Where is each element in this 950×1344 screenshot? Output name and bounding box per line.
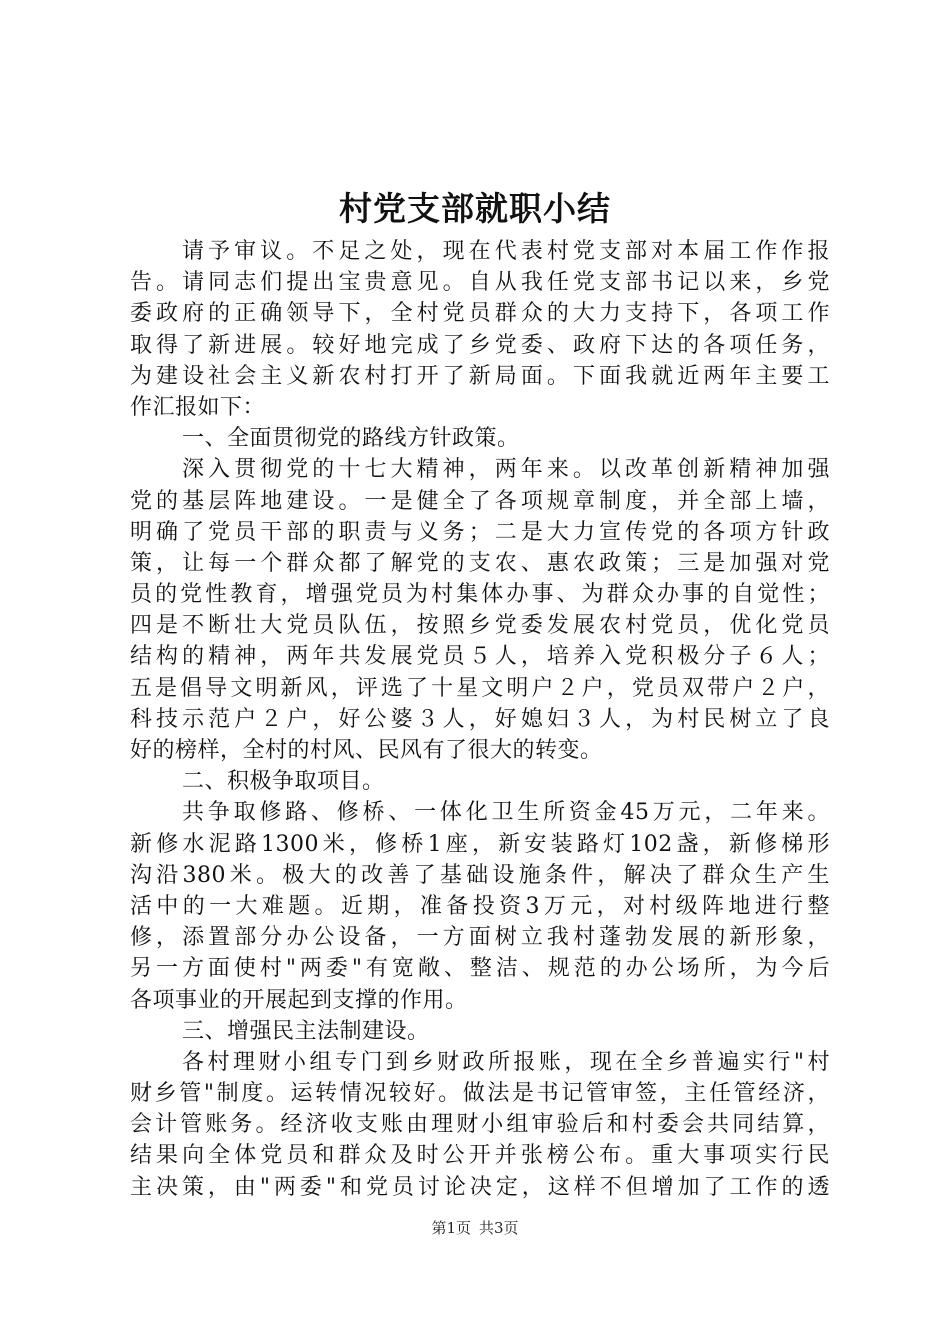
page-count: 共3页 bbox=[479, 1219, 519, 1237]
text-line: 党的基层阵地建设。一是健全了各项规章制度，并全部上墙， bbox=[130, 488, 830, 514]
text-line: 请予审议。不足之处，现在代表村党支部对本届工作作报 bbox=[182, 239, 830, 264]
text-line: 科技示范户２户，好公婆３人，好媳妇３人，为村民树立了良 bbox=[130, 706, 830, 732]
text-line: 深入贯彻党的十七大精神，两年来。以改革创新精神加强 bbox=[182, 457, 830, 483]
text-line: 五是倡导文明新风，评选了十星文明户２户，党员双带户２户， bbox=[130, 675, 830, 701]
text-line: 结果向全体党员和群众及时公开并张榜公布。重大事项实行民 bbox=[130, 1143, 830, 1169]
text-line: 告。请同志们提出宝贵意见。自从我任党支部书记以来，乡党 bbox=[130, 270, 830, 296]
section-heading: 二、积极争取项目。 bbox=[182, 769, 385, 795]
document-body bbox=[130, 236, 830, 1203]
text-line: 各项事业的开展起到支撑的作用。 bbox=[130, 987, 468, 1013]
text-line: 作汇报如下： bbox=[130, 394, 266, 420]
section-heading: 三、增强民主法制建设。 bbox=[182, 1018, 430, 1044]
text-line: 修，添置部分办公设备，一方面树立我村蓬勃发展的新形象， bbox=[130, 925, 830, 951]
text-line: 活中的一大难题。近期，准备投资3万元，对村级阵地进行整 bbox=[130, 893, 830, 919]
text-line: 员的党性教育，增强党员为村集体办事、为群众办事的自觉性； bbox=[130, 582, 830, 608]
text-line: 另一方面使村"两委"有宽敞、整洁、规范的办公场所，为今后 bbox=[130, 956, 830, 982]
text-line: 策，让每一个群众都了解党的支农、惠农政策；三是加强对党 bbox=[130, 550, 830, 576]
text-line: 共争取修路、修桥、一体化卫生所资金45万元，二年来。 bbox=[182, 800, 830, 826]
text-line: 结构的精神，两年共发展党员５人，培养入党积极分子６人； bbox=[130, 644, 830, 670]
text-line: 沟沿380米。极大的改善了基础设施条件，解决了群众生产生 bbox=[130, 862, 830, 888]
text-line: 取得了新进展。较好地完成了乡党委、政府下达的各项任务， bbox=[130, 332, 830, 358]
text-line: 委政府的正确领导下，全村党员群众的大力支持下，各项工作 bbox=[130, 301, 830, 327]
page-number: 第1页 bbox=[431, 1219, 471, 1237]
text-line: 财乡管"制度。运转情况较好。做法是书记管审签，主任管经济， bbox=[130, 1081, 830, 1107]
text-line: 新修水泥路1300米，修桥1座，新安装路灯102盏，新修梯形 bbox=[130, 831, 830, 857]
section-heading: 一、全面贯彻党的路线方针政策。 bbox=[182, 426, 520, 452]
text-line: 明确了党员干部的职责与义务；二是大力宣传党的各项方针政 bbox=[130, 519, 830, 545]
text-line: 为建设社会主义新农村打开了新局面。下面我就近两年主要工 bbox=[130, 363, 830, 389]
text-line: 会计管账务。经济收支账由理财小组审验后和村委会共同结算， bbox=[130, 1112, 830, 1138]
text-line: 各村理财小组专门到乡财政所报账，现在全乡普遍实行"村 bbox=[182, 1049, 830, 1075]
text-line: 四是不断壮大党员队伍，按照乡党委发展农村党员，优化党员 bbox=[130, 613, 830, 639]
text-line: 好的榜样，全村的村风、民风有了很大的转变。 bbox=[130, 738, 603, 763]
page-footer bbox=[0, 1218, 950, 1238]
text-line: 主决策，由"两委"和党员讨论决定，这样不但增加了工作的透 bbox=[130, 1174, 830, 1200]
page-title: 村党支部就职小结 bbox=[339, 189, 611, 228]
